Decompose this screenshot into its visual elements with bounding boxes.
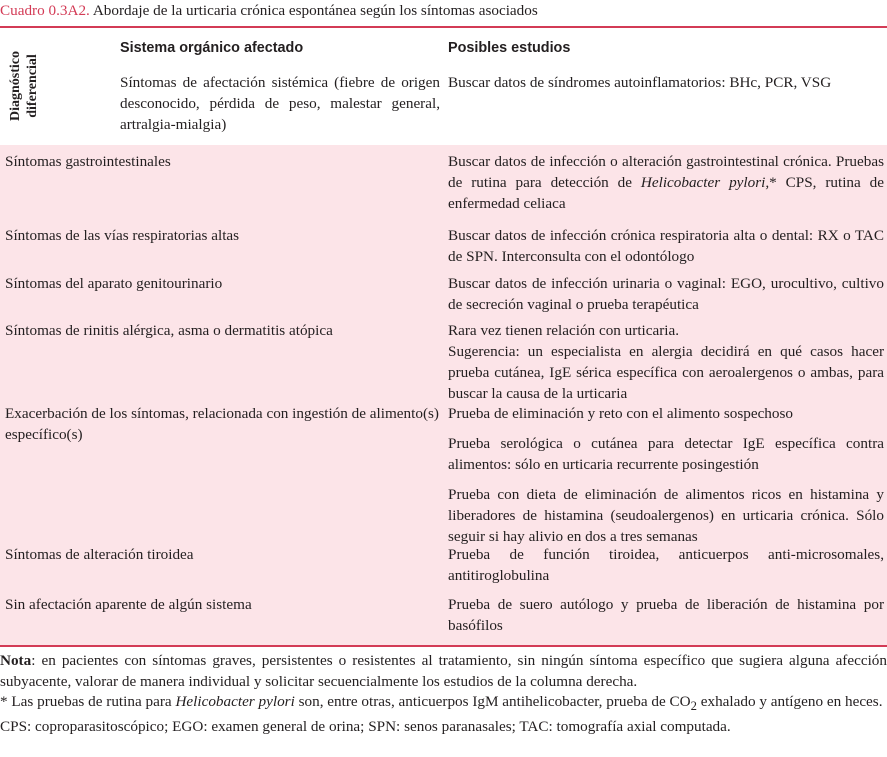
- header-col-system: [120, 38, 440, 135]
- note-general: Nota: en pacientes con síntomas graves, persistentes o resistentes al tratamiento, sin ningún síntoma específico que sugiera alguna afección subyacente, valorar de manera individual y solicitar secuencialmente los estudios de la columna derecha.: [0, 652, 887, 690]
- table-body: [0, 145, 887, 647]
- caption-title: Abordaje de la urticaria crónica espontánea según los síntomas asociados: [92, 2, 538, 19]
- note-abbreviations: CPS: coproparasitoscópico; EGO: examen general de orina; SPN: senos paranasales; TAC: tomografía axial computada.: [0, 717, 731, 735]
- row-studies: Prueba de suero autólogo y prueba de liberación de histamina por basófilos: [448, 596, 884, 634]
- row-system: Sin afectación aparente de algún sistema: [5, 596, 252, 613]
- side-label-line2: diferencial: [25, 54, 40, 118]
- note-footnote: * Las pruebas de rutina para Helicobacter pylori son, entre otras, anticuerpos IgM antihelicobacter, prueba de $CO_2$ exhalado y antígeno en heces.: [0, 693, 883, 714]
- col-title-studies: Posibles estudios: [448, 40, 571, 56]
- side-label: [0, 28, 48, 145]
- caption-number: Cuadro 0.3A2.: [0, 2, 90, 19]
- row-studies: Buscar datos de infección crónica respiratoria alta o dental: RX o TAC de SPN. Interconsulta con el odontólogo: [448, 227, 884, 265]
- header-system-text: Síntomas de afectación sistémica (fiebre de origen desconocido, pérdida de peso, malestar general, artralgia-mialgia): [120, 74, 440, 133]
- italic-term: Helicobacter pylori,: [640, 174, 770, 191]
- header-col-studies: [448, 38, 884, 93]
- row-studies: Prueba de función tiroidea, anticuerpos anti-microsomales, antitiroglobulina: [448, 546, 884, 584]
- row-system: Síntomas de rinitis alérgica, asma o dermatitis atópica: [5, 322, 333, 339]
- row-system: Síntomas de alteración tiroidea: [5, 546, 194, 563]
- row-studies: Rara vez tienen relación con urticaria. Sugerencia: un especialista en alergia decidirá en qué casos hacer prueba cutánea, IgE sérica específica con aeroalergenos o ambas, para buscar la causa de la urticaria: [448, 322, 884, 402]
- table-notes: [0, 651, 887, 737]
- row-system: Síntomas de las vías respiratorias altas: [5, 227, 240, 244]
- side-label-line1: Diagnóstico: [8, 51, 23, 121]
- row-system: Exacerbación de los síntomas, relacionada con ingestión de alimento(s) específico(s): [5, 405, 439, 443]
- row-studies: Buscar datos de infección o alteración gastrointestinal crónica. Pruebas de rutina para detección de Helicobacter pylori,* CPS, rutina de enfermedad celiaca: [448, 153, 884, 212]
- row-studies: Buscar datos de infección urinaria o vaginal: EGO, urocultivo, cultivo de secreción vaginal o prueba terapéutica: [448, 275, 884, 313]
- header-studies-text: Buscar datos de síndromes autoinflamatorios: BHc, PCR, VSG: [448, 74, 832, 91]
- row-system: Síntomas gastrointestinales: [5, 153, 171, 170]
- table-header: [0, 28, 887, 145]
- row-system: Síntomas del aparato genitourinario: [5, 275, 223, 292]
- col-title-system: Sistema orgánico afectado: [120, 40, 304, 56]
- table-caption: [0, 0, 887, 28]
- row-studies: Prueba de eliminación y reto con el alimento sospechoso Prueba serológica o cutánea para detectar IgE específica contra alimentos: sólo en urticaria recurrente posingestión Prueba con dieta de eliminación de alimentos ricos en histamina y liberadores de histamina (seudoalergenos) en urticaria crónica. Sólo seguir si hay alivio en dos a tres semanas: [448, 405, 884, 545]
